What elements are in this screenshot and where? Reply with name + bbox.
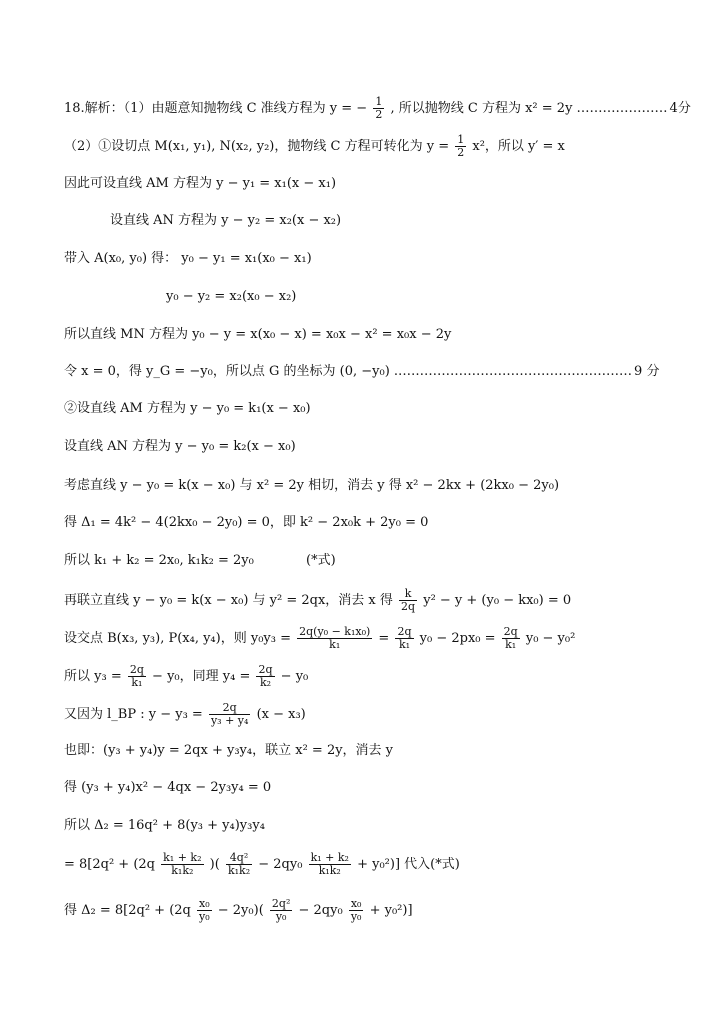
solution-line-21 <box>64 852 460 877</box>
fraction <box>349 898 364 923</box>
text: )( <box>209 857 220 872</box>
text: 令 x = 0，得 y_G = −y₀，所以点 G 的坐标为 (0, −y₀) . <box>64 364 399 379</box>
fraction-denominator: 2 <box>457 146 465 159</box>
fraction <box>455 134 466 159</box>
fraction-denominator: k₁ <box>505 638 517 651</box>
fraction-numerator: 1 <box>457 133 465 146</box>
fraction <box>373 96 384 121</box>
text: C 准线方程为 y = − <box>242 101 368 116</box>
text: = 8[2q² + (2q <box>64 857 155 872</box>
solution-line-20: 所以 Δ₂ = 16q² + 8(y₃ + y₄)y₃y₄ <box>64 818 265 833</box>
solution-line-18: 也即：(y₃ + y₄)y = 2qx + y₃y₄，联立 x² = 2y，消去 y <box>64 743 394 758</box>
solution-line-9: ②设直线 AM 方程为 y − y₀ = k₁(x − x₀) <box>64 401 311 416</box>
fraction-numerator: 2q² <box>271 897 291 910</box>
fraction-denominator: y₀ <box>275 910 287 923</box>
text: 再联立直线 y − y₀ = k(x − x₀) 与 y² = 2qx，消去 x 得 <box>64 593 398 608</box>
text: y₀ − 2px₀ = <box>419 631 500 646</box>
fraction-denominator: k₁k₂ <box>171 864 194 877</box>
fraction <box>197 898 212 923</box>
fraction-numerator: x₀ <box>350 897 362 910</box>
fraction-numerator: 2q <box>397 625 412 638</box>
fraction-numerator: 2q <box>258 663 273 676</box>
text: (x − x₃) <box>256 707 306 722</box>
solution-line-15 <box>64 626 575 651</box>
score-mark: 9 分 <box>634 364 660 379</box>
text: − 2y₀)( <box>217 903 264 918</box>
text: 18.解析：（1）由题意知抛物线 <box>64 101 243 116</box>
solution-line-16 <box>64 664 308 689</box>
fraction-numerator: 1 <box>375 95 383 108</box>
text: 所以 y₃ = <box>64 669 126 684</box>
solution-line-4: 设直线 AN 方程为 y − y₂ = x₂(x − x₂) <box>110 213 342 228</box>
solution-line-10: 设直线 AN 方程为 y − y₀ = k₂(x − x₀) <box>64 439 296 454</box>
fraction <box>395 626 413 651</box>
solution-line-13 <box>64 552 336 570</box>
fraction <box>270 898 292 923</box>
text: − 2qy₀ <box>298 903 343 918</box>
text: 又因为 l_BP : y − y₃ = <box>64 707 207 722</box>
fraction <box>309 852 351 877</box>
fraction <box>297 626 372 651</box>
fraction-denominator: 2q <box>401 600 416 613</box>
fraction <box>256 664 274 689</box>
text: − y₀，同理 y₄ = <box>152 669 255 684</box>
text: + y₀²)] <box>369 903 413 918</box>
solution-line-1 <box>64 96 691 121</box>
fraction-numerator: x₀ <box>199 897 210 910</box>
score-mark: 4分 <box>669 101 691 116</box>
text: x²，所以 y′ = x <box>472 139 565 154</box>
equation-tag: (*式) <box>306 553 336 568</box>
fraction-denominator: y₃ + y₄ <box>210 714 249 727</box>
fraction-denominator: y₀ <box>350 910 362 923</box>
fraction-denominator: 2 <box>375 108 383 121</box>
fraction-numerator: k <box>399 588 417 601</box>
fraction-numerator: 2q(y₀ − k₁x₀) <box>299 625 371 638</box>
fraction-denominator: k₁ <box>131 676 143 689</box>
solution-line-6: y₀ − y₂ = x₂(x₀ − x₂) <box>166 289 297 304</box>
solution-line-7: 所以直线 MN 方程为 y₀ − y = x(x₀ − x) = x₀x − x² = x₀x − 2y <box>64 327 452 342</box>
fraction <box>399 588 417 613</box>
text: y² − y + (y₀ − kx₀) = 0 <box>423 593 572 608</box>
fraction-denominator: k₁ <box>398 638 411 651</box>
fraction-denominator: k₁k₂ <box>227 864 251 877</box>
solution-line-14 <box>64 588 571 613</box>
score-dots: ……………………………………………… <box>398 364 633 379</box>
text: （2）①设切点 M(x₁, y₁), N(x₂, y₂)，抛物线 C 方程可转化为 y = <box>64 139 454 154</box>
fraction-denominator: k₂ <box>259 676 272 689</box>
fraction-numerator: k₁ + k₂ <box>310 851 349 864</box>
fraction <box>128 664 146 689</box>
solution-line-11: 考虑直线 y − y₀ = k(x − x₀) 与 x² = 2y 相切，消去 y 得 x² − 2kx + (2kx₀ − 2y₀) <box>64 478 560 493</box>
text: 所以 k₁ + k₂ = 2x₀, k₁k₂ = 2y₀ <box>64 553 254 568</box>
text: 得 Δ₂ = 8[2q² + (2q <box>64 903 191 918</box>
fraction-numerator: 2q <box>209 702 250 715</box>
text: − 2qy₀ <box>258 857 303 872</box>
fraction <box>502 626 520 651</box>
fraction-numerator: 2q <box>129 663 144 676</box>
text: 设交点 B(x₃, y₃), P(x₄, y₄)，则 y₀y₃ = <box>64 631 296 646</box>
text: − y₀ <box>280 669 309 684</box>
text: = <box>378 631 394 646</box>
solution-line-22 <box>64 898 413 923</box>
solution-line-12: 得 Δ₁ = 4k² − 4(2kx₀ − 2y₀) = 0，即 k² − 2x₀k + 2y₀ = 0 <box>64 515 429 530</box>
score-dots: ………………… <box>576 101 668 116</box>
fraction-denominator: k₁k₂ <box>318 864 341 877</box>
fraction <box>161 852 203 877</box>
text: , 所以抛物线 C 方程为 x² = 2y <box>390 101 577 116</box>
fraction <box>209 702 250 727</box>
fraction-denominator: k₁ <box>329 638 341 651</box>
solution-line-17 <box>64 702 306 727</box>
fraction-denominator: y₀ <box>199 910 210 923</box>
text: y₀ − y₀² <box>525 631 576 646</box>
fraction-numerator: 4q² <box>226 852 252 865</box>
solution-line-3: 因此可设直线 AM 方程为 y − y₁ = x₁(x − x₁) <box>64 176 337 191</box>
solution-line-8 <box>64 363 659 381</box>
fraction-numerator: k₁ + k₂ <box>163 851 202 864</box>
solution-line-2 <box>64 134 565 159</box>
solution-line-19: 得 (y₃ + y₄)x² − 4qx − 2y₃y₄ = 0 <box>64 780 272 795</box>
solution-line-5: 带入 A(x₀, y₀) 得： y₀ − y₁ = x₁(x₀ − x₁) <box>64 251 312 266</box>
fraction-numerator: 2q <box>503 625 518 638</box>
text: + y₀²)] 代入(*式) <box>357 857 460 872</box>
fraction <box>226 852 252 877</box>
